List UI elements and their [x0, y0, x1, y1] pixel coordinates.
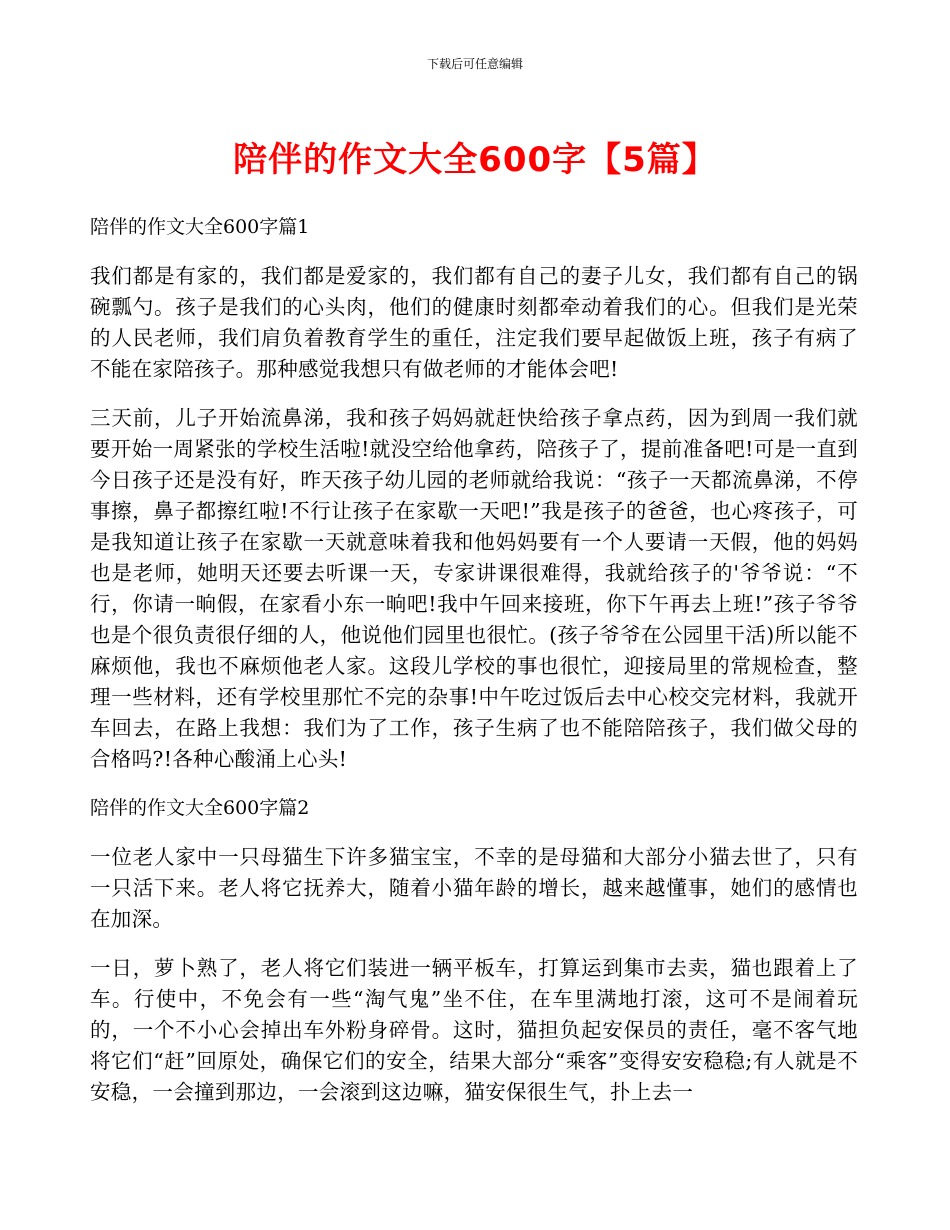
- paragraph: 三天前，儿子开始流鼻涕，我和孩子妈妈就赶快给孩子拿点药，因为到周一我们就要开始一周紧张的学校生活啦!就没空给他拿药，陪孩子了，提前准备吧!可是一直到今日孩子还是没有好，昨天孩子幼儿园的老师就给我说：“孩子一天都流鼻涕，不停事擦，鼻子都擦红啦!不行让孩子在家歇一天吧!”我是孩子的爸爸，也心疼孩子，可是我知道让孩子在家歇一天就意味着我和他妈妈要有一个人要请一天假，他的妈妈也是老师，她明天还要去听课一天，专家讲课很难得，我就给孩子的'爷爷说：“不行，你请一晌假，在家看小东一晌吧!我中午回来接班，你下午再去上班!”孩子爷爷也是个很负责很仔细的人，他说他们园里也很忙。(孩子爷爷在公园里干活)所以能不麻烦他，我也不麻烦他老人家。这段儿学校的事也很忙，迎接局里的常规检查，整理一些材料，还有学校里那忙不完的杂事!中午吃过饭后去中心校交完材料，我就开车回去，在路上我想：我们为了工作，孩子生病了也不能陪陪孩子，我们做父母的合格吗?!各种心酸涌上心头!: [90, 406, 858, 771]
- section-2: [90, 793, 858, 1108]
- header-note: 下载后可任意编辑: [426, 57, 523, 71]
- section-1: [90, 212, 858, 775]
- paragraph: 我们都是有家的，我们都是爱家的，我们都有自己的妻子儿女，我们都有自己的锅碗瓢勺。孩子是我们的心头肉，他们的健康时刻都牵动着我们的心。但我们是光荣的人民老师，我们肩负着教育学生的重任，注定我们要早起做饭上班，孩子有病了不能在家陪孩子。那种感觉我想只有做老师的才能体会吧!: [90, 264, 858, 381]
- document-body: [90, 212, 858, 1126]
- paragraph: 一位老人家中一只母猫生下许多猫宝宝，不幸的是母猫和大部分小猫去世了，只有一只活下来。老人将它抚养大，随着小猫年龄的增长，越来越懂事，她们的感情也在加深。: [90, 845, 858, 931]
- paragraph: 一日，萝卜熟了，老人将它们装进一辆平板车，打算运到集市去卖，猫也跟着上了车。行使中，不免会有一些“淘气鬼”坐不住，在车里满地打滚，这可不是闹着玩的，一个不小心会掉出车外粉身碎骨。这时，猫担负起安保员的责任，毫不客气地将它们“赶”回原处，确保它们的安全，结果大部分“乘客”变得安安稳稳;有人就是不安稳，一会撞到那边，一会滚到这边嘛，猫安保很生气，扑上去一: [90, 956, 858, 1104]
- section-heading: 陪伴的作文大全600字篇2: [90, 797, 310, 819]
- section-heading: 陪伴的作文大全600字篇1: [90, 216, 310, 238]
- document-title: 陪伴的作文大全600字【5篇】: [233, 140, 717, 180]
